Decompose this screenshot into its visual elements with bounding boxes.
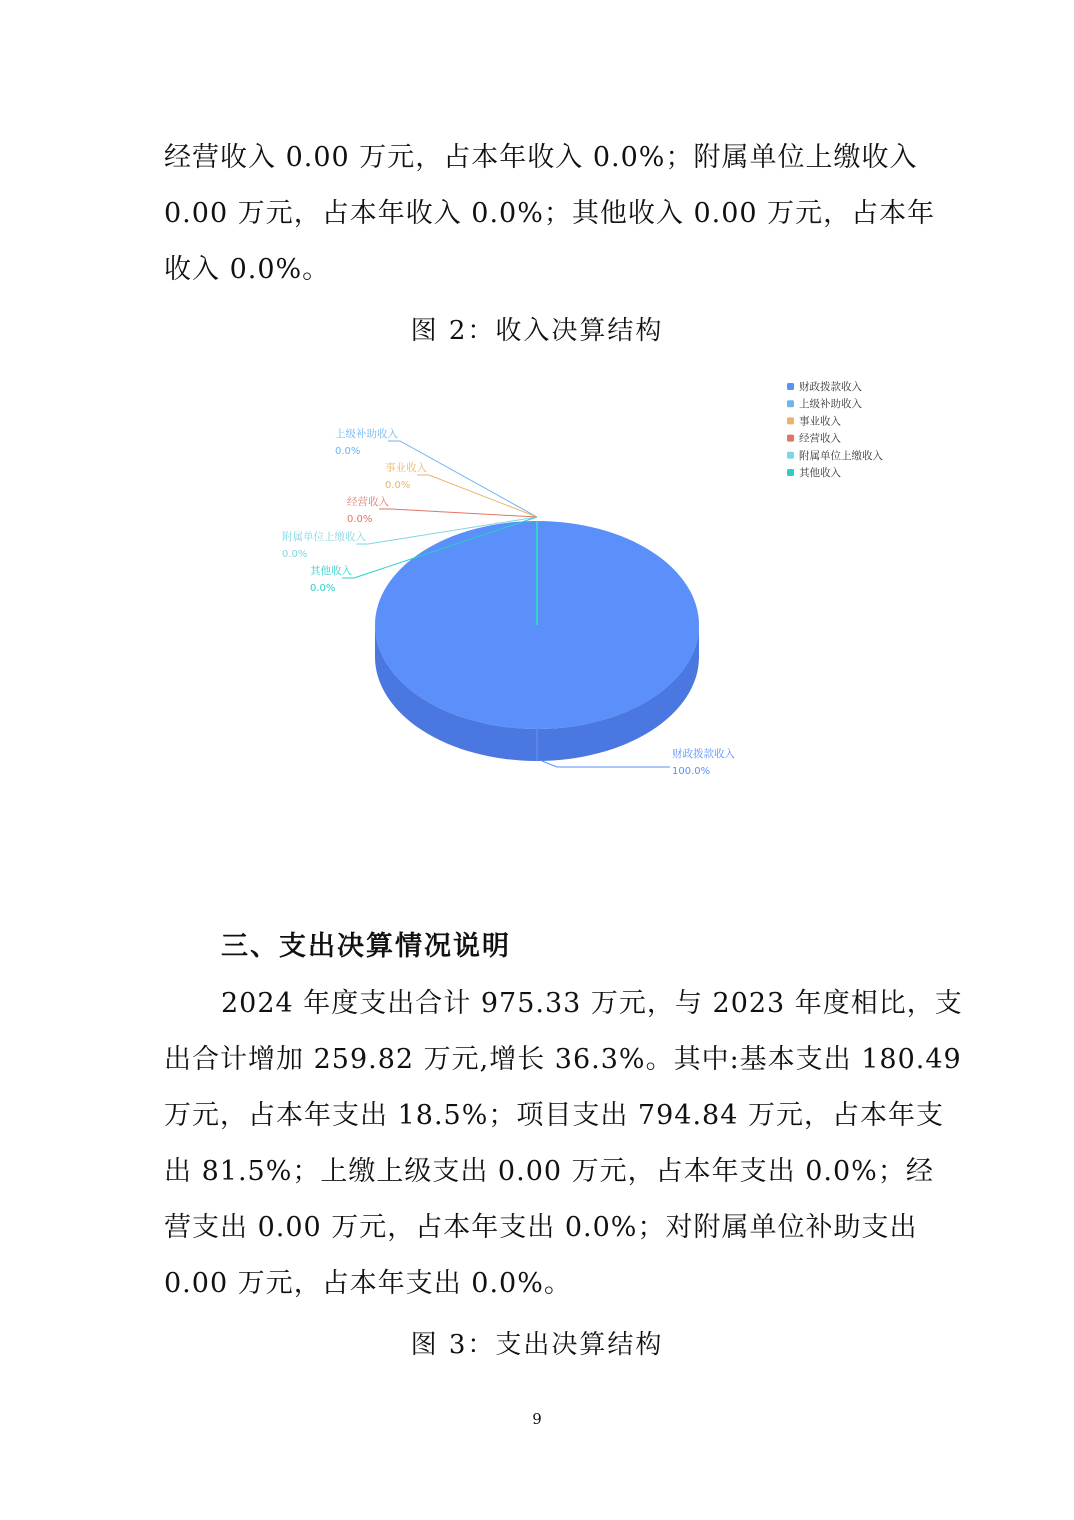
pie-value-label-事业收入: 0.0% — [385, 480, 411, 491]
income-line-3: 收入 0.0%。 — [164, 254, 331, 285]
income-paragraph — [164, 130, 936, 298]
pie-value-label-经营收入: 0.0% — [347, 514, 373, 525]
legend-item-其他收入[interactable]: 其他收入 — [799, 467, 841, 479]
legend-swatch-事业收入 — [787, 417, 794, 424]
expense-line-5: 营支出 0.00 万元，占本年支出 0.0%；对附属单位补助支出 — [164, 1212, 918, 1243]
leader-line-财政拨款收入 — [542, 761, 670, 767]
pie-value-label-上级补助收入: 0.0% — [335, 446, 361, 457]
income-line-2: 0.00 万元，占本年收入 0.0%；其他收入 0.00 万元，占本年 — [164, 198, 936, 229]
expense-line-3: 万元，占本年支出 18.5%；项目支出 794.84 万元，占本年支 — [164, 1100, 944, 1131]
income-structure-pie-chart — [270, 370, 910, 800]
pie-label-上级补助收入: 上级补助收入 — [335, 428, 398, 440]
expense-line-2: 出合计增加 259.82 万元,增长 36.3%。其中:基本支出 180.49 — [164, 1044, 962, 1075]
legend-swatch-附属单位上缴收入 — [787, 452, 794, 459]
expense-line-4: 出 81.5%；上缴上级支出 0.00 万元，占本年支出 0.0%；经 — [164, 1156, 934, 1187]
chart-legend — [787, 380, 883, 479]
pie-value-label-财政拨款收入: 100.0% — [672, 766, 711, 777]
leader-line-经营收入 — [379, 509, 537, 517]
legend-swatch-经营收入 — [787, 435, 794, 442]
expense-paragraph — [164, 976, 963, 1312]
legend-item-附属单位上缴收入[interactable]: 附属单位上缴收入 — [799, 449, 883, 462]
pie-label-经营收入: 经营收入 — [347, 496, 389, 508]
legend-item-上级补助收入[interactable]: 上级补助收入 — [799, 398, 862, 411]
leader-line-事业收入 — [417, 475, 537, 517]
pie-body — [375, 521, 699, 761]
legend-item-经营收入[interactable]: 经营收入 — [799, 432, 841, 445]
legend-swatch-上级补助收入 — [787, 400, 794, 407]
pie-label-其他收入: 其他收入 — [310, 565, 352, 577]
legend-item-财政拨款收入[interactable]: 财政拨款收入 — [799, 381, 862, 393]
page-number: 9 — [532, 1410, 542, 1428]
pie-label-财政拨款收入: 财政拨款收入 — [672, 748, 735, 760]
pie-label-附属单位上缴收入: 附属单位上缴收入 — [282, 531, 366, 543]
section-3-heading: 三、支出决算情况说明 — [221, 931, 511, 962]
pie-label-事业收入: 事业收入 — [385, 462, 427, 474]
expense-line-6: 0.00 万元，占本年支出 0.0%。 — [164, 1268, 572, 1299]
legend-item-事业收入[interactable]: 事业收入 — [799, 415, 841, 428]
legend-swatch-其他收入 — [787, 469, 794, 476]
figure-3-caption: 图 3：支出决算结构 — [410, 1330, 664, 1360]
income-line-1: 经营收入 0.00 万元，占本年收入 0.0%；附属单位上缴收入 — [164, 142, 918, 173]
leader-line-上级补助收入 — [388, 441, 537, 517]
legend-swatch-财政拨款收入 — [787, 383, 794, 390]
figure-2-caption: 图 2：收入决算结构 — [410, 316, 664, 346]
pie-value-label-附属单位上缴收入: 0.0% — [282, 549, 308, 560]
expense-line-1: 2024 年度支出合计 975.33 万元，与 2023 年度相比，支 — [221, 988, 963, 1019]
pie-value-label-其他收入: 0.0% — [310, 583, 336, 594]
